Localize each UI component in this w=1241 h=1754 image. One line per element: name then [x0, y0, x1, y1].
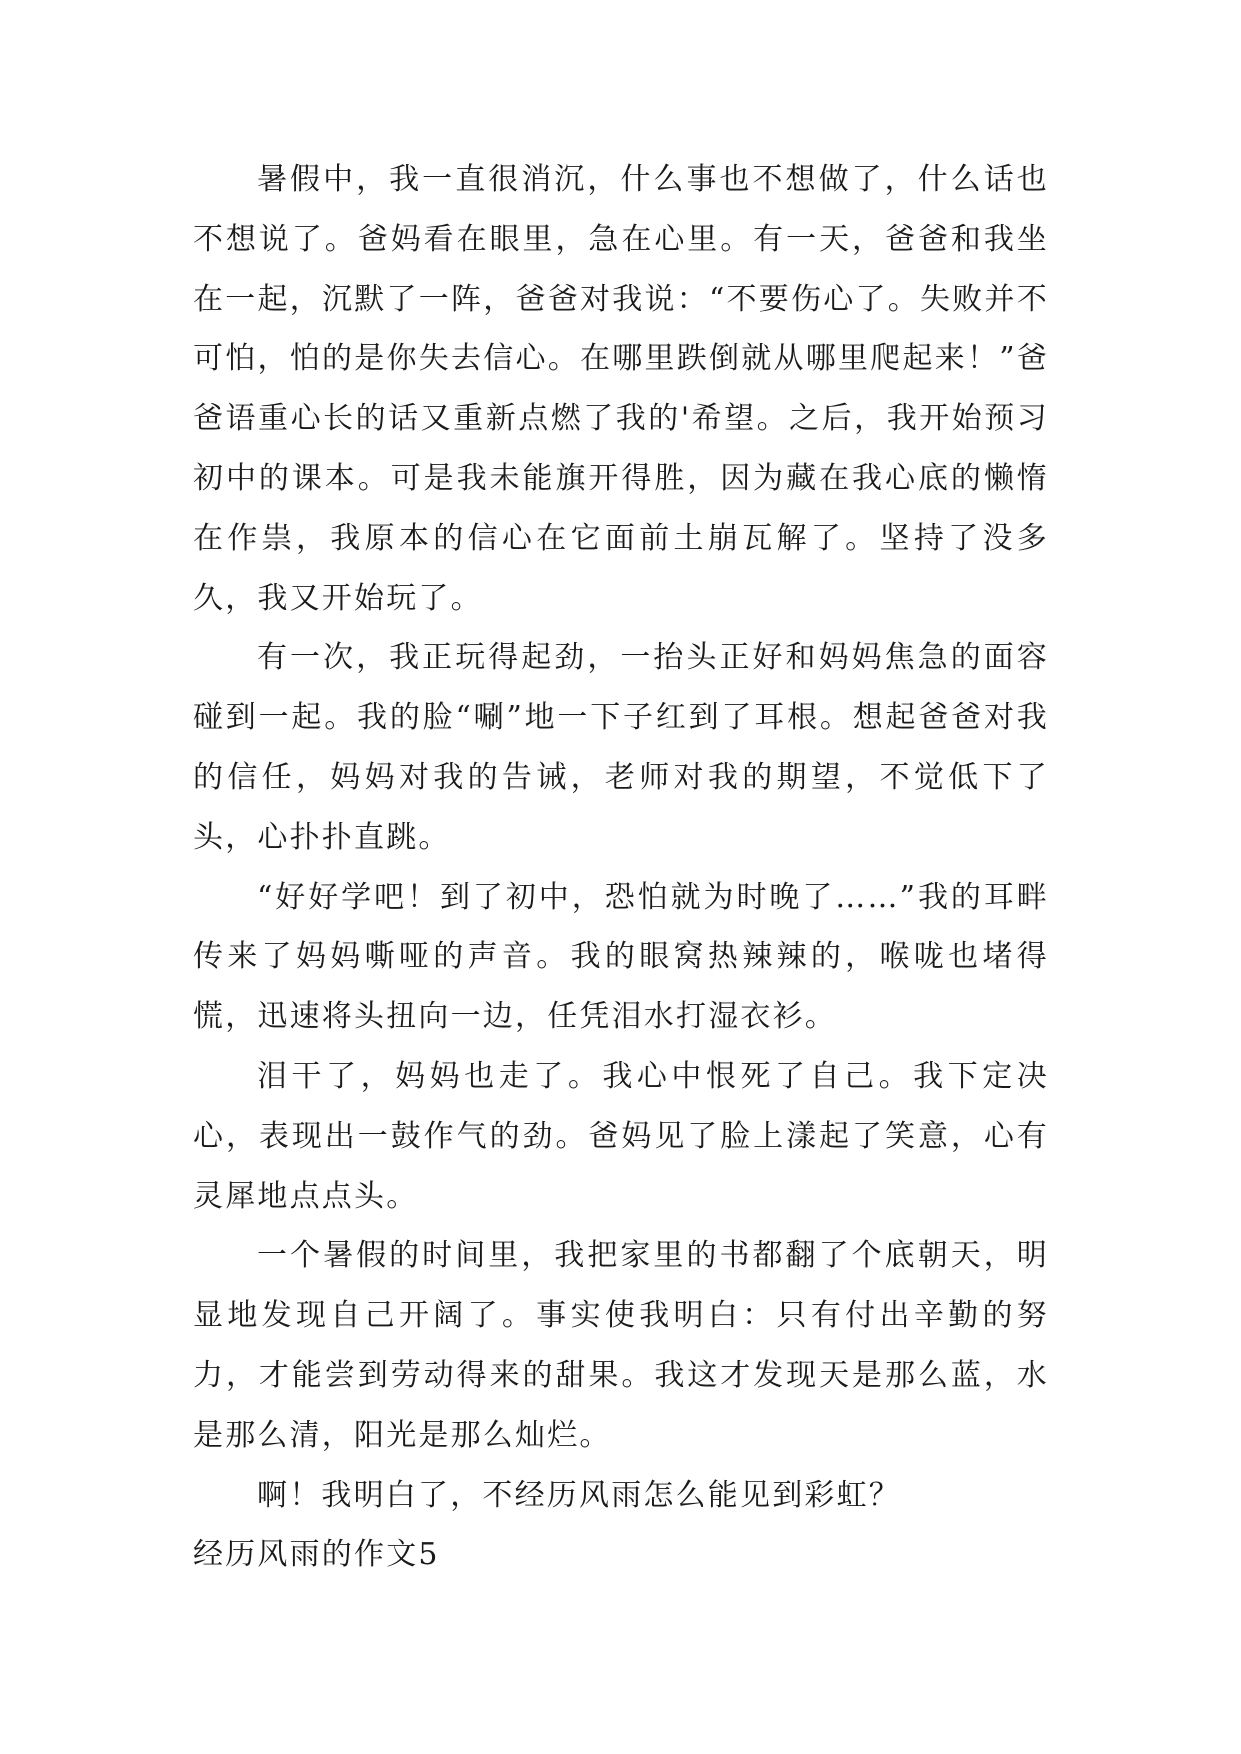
paragraph-1: 暑假中，我一直很消沉，什么事也不想做了，什么话也不想说了。爸妈看在眼里，急在心里。有一天，爸爸和我坐在一起，沉默了一阵，爸爸对我说：“不要伤心了。失败并不可怕，怕的是你失去信心。在哪里跌倒就从哪里爬起来！”爸爸语重心长的话又重新点燃了我的'希望。之后，我开始预习初中的课本。可是我未能旗开得胜，因为藏在我心底的懒惰在作祟，我原本的信心在它面前土崩瓦解了。坚持了没多久，我又开始玩了。: [193, 162, 1049, 616]
paragraph-4: 泪干了，妈妈也走了。我心中恨死了自己。我下定决心，表现出一鼓作气的劲。爸妈见了脸上漾起了笑意，心有灵犀地点点头。: [193, 1058, 1049, 1214]
paragraph-5: 一个暑假的时间里，我把家里的书都翻了个底朝天，明显地发现自己开阔了。事实使我明白：只有付出辛勤的努力，才能尝到劳动得来的甜果。我这才发现天是那么蓝，水是那么清，阳光是那么灿烂。: [193, 1238, 1049, 1453]
section-title: 经历风雨的作文5: [193, 1537, 440, 1573]
paragraph-3: “好好学吧！到了初中，恐怕就为时晚了……”我的耳畔传来了妈妈嘶哑的声音。我的眼窝热辣辣的，喉咙也堵得慌，迅速将头扭向一边，任凭泪水打湿衣衫。: [193, 879, 1049, 1035]
paragraph-2: 有一次，我正玩得起劲，一抬头正好和妈妈焦急的面容碰到一起。我的脸“唰”地一下子红到了耳根。想起爸爸对我的信任，妈妈对我的告诫，老师对我的期望，不觉低下了头，心扑扑直跳。: [193, 640, 1049, 855]
document-body: [193, 150, 1049, 1585]
paragraph-6: 啊！我明白了，不经历风雨怎么能见到彩虹？: [257, 1477, 901, 1513]
